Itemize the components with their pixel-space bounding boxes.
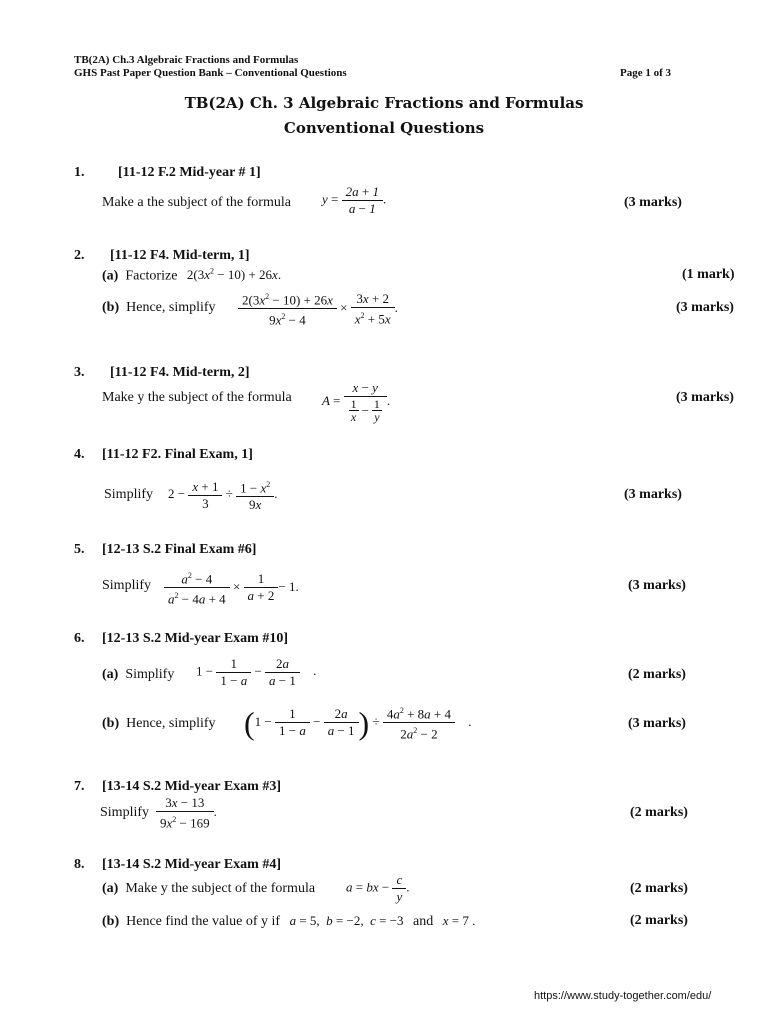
question-3-source: [11-12 F4. Mid-term, 2]	[110, 365, 250, 380]
question-8-number: 8.	[74, 857, 85, 872]
question-6a-expression: 1 − $\frac{1}{1 - a}$ − $\frac{2a}{a - 1}$ .	[196, 656, 317, 688]
question-2b-expression: $\frac{2(3x^2 - 10) + 26x}{9x^2 - 4}$ × $\frac{3x + 2}{x^2 + 5x}$ .	[238, 290, 398, 328]
question-5-expression: $\frac{a^2 - 4}{a^2 - 4a + 4}$ × $\frac{1}{a + 2}$ − 1.	[164, 569, 299, 607]
question-4-number: 4.	[74, 447, 85, 462]
question-8b-marks: (2 marks)	[630, 913, 688, 928]
question-6b-marks: (3 marks)	[628, 716, 686, 731]
question-1-source: [11-12 F.2 Mid-year # 1]	[118, 165, 261, 180]
question-7-number: 7.	[74, 779, 85, 794]
question-2b-label: (b) Hence, simplify	[102, 300, 216, 315]
question-6a-marks: (2 marks)	[628, 667, 686, 682]
question-4-text: Simplify	[104, 487, 154, 502]
question-3-text: Make y the subject of the formula	[102, 390, 292, 405]
question-8a-formula: a = bx − $\frac{c}{y}$ .	[346, 872, 410, 904]
question-4-source: [11-12 F2. Final Exam, 1]	[102, 447, 253, 462]
question-5-text: Simplify	[102, 578, 152, 593]
question-8a-label: (a) Make y the subject of the formula	[102, 881, 316, 896]
question-5-marks: (3 marks)	[628, 578, 686, 593]
question-1-number: 1.	[74, 165, 85, 180]
question-1-marks: (3 marks)	[624, 195, 682, 210]
footer-url[interactable]: https://www.study-together.com/edu/	[534, 990, 712, 1002]
question-6-number: 6.	[74, 631, 85, 646]
question-2a-marks: (1 mark)	[682, 267, 735, 282]
question-2b-marks: (3 marks)	[676, 300, 734, 315]
question-8b: (b) Hence find the value of y if a = 5, b = −2, c = −3 and x = 7 .	[102, 913, 476, 929]
question-6-source: [12-13 S.2 Mid-year Exam #10]	[102, 631, 288, 646]
question-7-expression: $\frac{3x - 13}{9x^2 - 169}$ .	[156, 796, 217, 830]
question-4-marks: (3 marks)	[624, 487, 682, 502]
doc-header-line2: GHS Past Paper Question Bank – Conventional Questions	[74, 67, 347, 79]
page-number: Page 1 of 3	[620, 67, 672, 79]
question-3-marks: (3 marks)	[676, 390, 734, 405]
doc-header-line1: TB(2A) Ch.3 Algebraic Fractions and Formulas	[74, 54, 299, 66]
question-2-source: [11-12 F4. Mid-term, 1]	[110, 248, 250, 263]
question-6a-label: (a) Simplify	[102, 667, 175, 682]
question-1-text: Make a the subject of the formula	[102, 195, 291, 210]
question-2a: (a) Factorize $2(3x^2 - 10) + 26x$.	[102, 267, 282, 284]
question-3-formula: A = x − y $\frac{1}{x}$ − $\frac{1}{y}$ .	[322, 380, 391, 424]
question-8-source: [13-14 S.2 Mid-year Exam #4]	[102, 857, 281, 872]
question-5-number: 5.	[74, 542, 85, 557]
question-7-source: [13-14 S.2 Mid-year Exam #3]	[102, 779, 281, 794]
page-title: TB(2A) Ch. 3 Algebraic Fractions and Formulas	[184, 94, 584, 112]
question-6b-label: (b) Hence, simplify	[102, 716, 216, 731]
question-6b-expression: (1 − $\frac{1}{1 - a}$ − $\frac{2a}{a - 1}$ ) ÷ $\frac{4a^2 + 8a + 4}{2a^2 - 2}$ .	[244, 704, 472, 742]
question-8a-marks: (2 marks)	[630, 881, 688, 896]
page-subtitle: Conventional Questions	[283, 119, 485, 137]
question-4-expression: 2 − $\frac{x + 1}{3}$ ÷ $\frac{1 - x^2}{9x}$ .	[168, 478, 278, 513]
question-2-number: 2.	[74, 248, 85, 263]
question-1-formula: y = $\frac{2a + 1}{a - 1}$ .	[322, 184, 387, 216]
question-7-marks: (2 marks)	[630, 805, 688, 820]
question-3-number: 3.	[74, 365, 85, 380]
question-7-text: Simplify	[100, 805, 150, 820]
question-5-source: [12-13 S.2 Final Exam #6]	[102, 542, 257, 557]
